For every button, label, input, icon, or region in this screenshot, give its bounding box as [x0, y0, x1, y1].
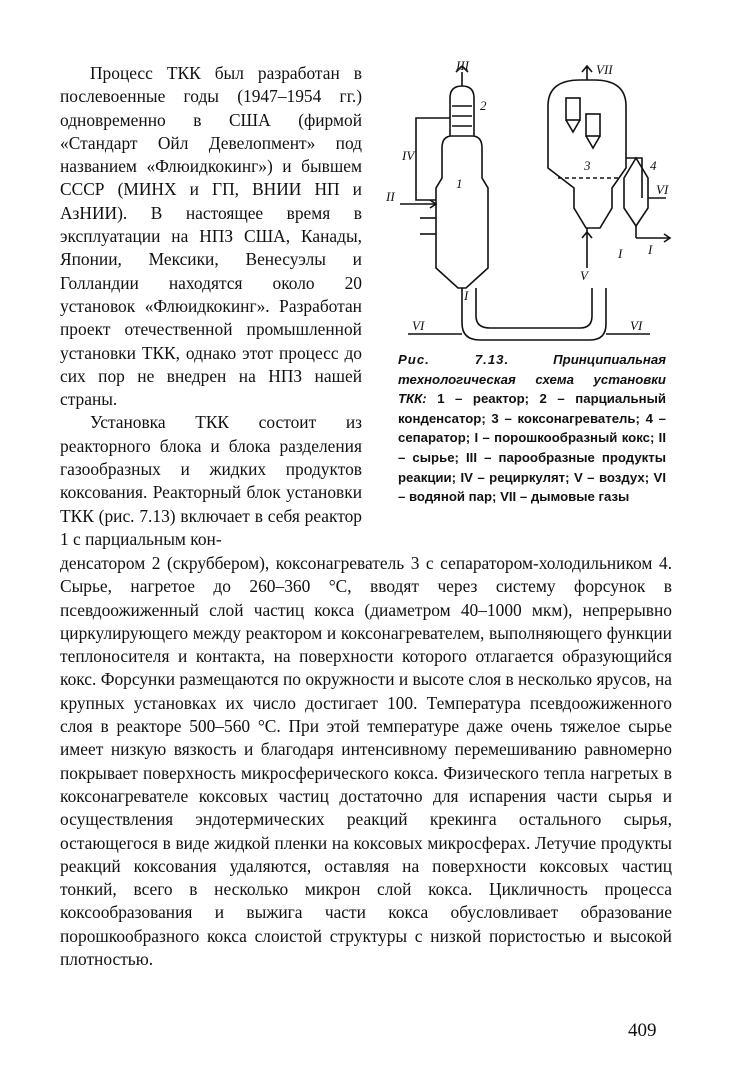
coke-heater-vessel [548, 80, 626, 228]
page-number: 409 [628, 1020, 657, 1041]
label-1: 1 [456, 176, 463, 191]
label-VI-left: VI [412, 318, 425, 333]
paragraph-1: Процесс ТКК был разработан в послевоенные годы (1947–1954 гг.) одновременно в США (фирмой «Стандарт Ойл Девелопмент» под названием «Флюидкокинг») и бывшем СССР (МИНХ и ГП, ВНИИ НП и АзНИИ). В настоящее время в эксплуатации на НПЗ США, Канады, Японии, Мексики, Венесуэлы и Голландии находятся около 20 установок «Флюидкокинг». Разработан проект отечественной промышленной установки ТКК, однако этот процесс до сих пор не внедрен на НПЗ нашей страны. [60, 63, 362, 410]
label-2: 2 [480, 98, 487, 113]
reactor-vessel [436, 136, 488, 288]
label-4: 4 [650, 158, 657, 173]
caption-legend: 1 – реактор; 2 – парциальный конденсатор; 3 – коксонагреватель; 4 – сепаратор; I – порошкообразный кокс; II – сырье; III – парообразные продукты реакции; IV – рециркулят; V – воздух; VI – водяной пар; VII – дымовые газы [398, 391, 666, 505]
full-width-text [60, 552, 672, 971]
process-diagram [380, 58, 680, 348]
label-I-reactor: I [464, 288, 469, 303]
figure-caption [398, 350, 666, 507]
label-3: 3 [584, 158, 591, 173]
paragraph-2-continuation: денсатором 2 (скруббером), коксонагреватель 3 с сепаратором-холодильником 4. Сырье, нагретое до 260–360 °С, вводят через систему форсунок в псевдоожиженный слой частиц кокса (диаметром 40–1000 мкм), непрерывно циркулирующего между реактором и коксонагревателем, выполняющего функции теплоносителя и контакта, на поверхности которого отлагается образующийся кокс. Форсунки размещаются по окружности и высоте слоя в несколько ярусов, на крупных установках их число достигает 100. Температура псевдоожиженного слоя в реакторе 500–560 °С. При этой температуре даже очень тяжелое сырье имеет низкую вязкость и благодаря интенсивному перемешиванию равномерно покрывает поверхность микросферического кокса. Физического тепла нагретых в коксонагревателе коксовых частиц достаточно для испарения части сырья и осуществления эндотермических реакций крекинга остального сырья, остающегося в виде жидкой пленки на коксовых микросферах. Летучие продукты реакций коксования удаляются, оставляя на поверхности коксовых частиц тонкий, всего в несколько микрон слой кокса. Цикличность процесса коксообразования и выжига части кокса обусловливает образование порошкообразного кокса слоистой структуры с низкой пористостью и высокой плотностью. [60, 553, 672, 970]
label-IV: IV [402, 148, 415, 163]
left-column-text [60, 62, 362, 551]
label-II: II [386, 189, 395, 204]
caption-label: Рис. 7.13. [398, 352, 510, 367]
label-VI-right: VI [630, 318, 643, 333]
label-VII: VII [596, 62, 613, 77]
label-V: V [580, 268, 588, 283]
label-I-right: I [618, 246, 623, 261]
tkk-scheme-svg [380, 58, 680, 348]
paragraph-2-start: Установка ТКК состоит из реакторного блока и блока разделения газообразных и жидких продуктов коксования. Реакторный блок установки ТКК (рис. 7.13) включает в себя реактор 1 с парциальным кон- [60, 412, 362, 549]
label-I-separator: I [648, 242, 653, 257]
coke-transfer-line-left [462, 288, 606, 340]
caption-title: Принципиальная технологическая схема установки ТКК: [398, 352, 666, 407]
label-III: III [456, 58, 469, 73]
partial-condenser [450, 86, 474, 136]
label-VI-separator: VI [656, 182, 669, 197]
separator-vessel [624, 158, 648, 226]
coke-transfer-line-right [476, 288, 592, 328]
